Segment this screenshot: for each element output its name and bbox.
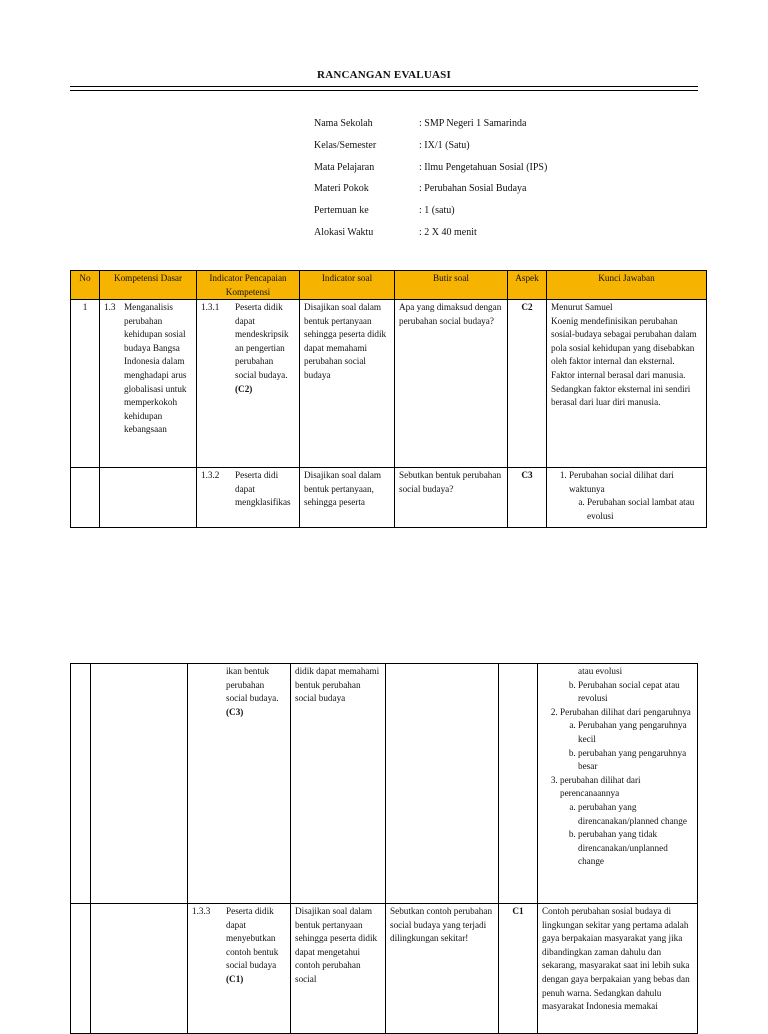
table-header-row — [71, 271, 707, 300]
kunci-jawaban-cell: Contoh perubahan sosial budaya di lingkungan sekitar yang pertama adalah gaya berpakaian masyarakat yang jika dibandingkan zaman dahulu dan sekarang, masyarakat saat ini lebih suka dengan gaya berpakaian yang bebas dan penuh warna. Sedangkan dahulu masyarakat Indonesia memakai — [538, 904, 698, 1034]
row-number — [71, 904, 91, 1034]
list-item: 1. Perubahan social dilihat dari waktunya a. Perubahan social lambat atau evolusi — [569, 469, 702, 523]
row-number — [71, 468, 100, 528]
info-value: : SMP Negeri 1 Samarinda — [419, 118, 527, 129]
kunci-jawaban-cell — [538, 664, 698, 904]
butir-soal-cell — [386, 664, 499, 904]
row-number: 1 — [71, 300, 100, 468]
info-value: : 1 (satu) — [419, 205, 455, 217]
title-rule-thin — [70, 90, 698, 91]
info-value: : 2 X 40 menit — [419, 226, 477, 238]
indicator-cell — [188, 904, 291, 1034]
list-item — [560, 665, 693, 706]
kompetensi-dasar-cell — [100, 300, 197, 468]
list-item: 2. Perubahan dilihat dari pengaruhnya a. Perubahan yang pengaruhnya kecil b. perubahan yang pengaruhnya besar — [560, 706, 693, 774]
butir-soal-cell: Apa yang dimaksud dengan perubahan social budaya? — [395, 300, 508, 468]
info-label: Alokasi Waktu — [314, 226, 374, 238]
indicator-level: (C3) — [226, 706, 244, 717]
header-aspek: Aspek — [508, 271, 547, 300]
page-2-table-area — [0, 662, 768, 1024]
kunci-jawaban-cell — [547, 468, 707, 528]
indicator-text: Peserta didik dapat mendeskripsik an pengertian perubahan social budaya. — [235, 302, 289, 380]
butir-soal-cell: Sebutkan bentuk perubahan social budaya? — [395, 468, 508, 528]
aspek-cell — [499, 664, 538, 904]
kompetensi-dasar-cell — [91, 904, 188, 1034]
indicator-text: ikan bentuk perubahan social budaya. — [226, 666, 279, 704]
header-indicator-pencapaian: Indicator Pencapaian Kompetensi — [197, 271, 300, 300]
kompetensi-dasar-cell — [91, 664, 188, 904]
page-title: RANCANGAN EVALUASI — [317, 69, 451, 81]
header-kunci-jawaban: Kunci Jawaban — [547, 271, 707, 300]
indicator-level: (C2) — [235, 383, 253, 394]
info-value: : IX/1 (Satu) — [419, 139, 470, 151]
header-kompetensi-dasar: Kompetensi Dasar — [100, 271, 197, 300]
evaluation-table — [70, 270, 707, 528]
list-item: b. Perubahan social cepat atau revolusi — [578, 679, 693, 706]
indicator-number: 1.3.3 — [192, 906, 211, 916]
info-value: : Perubahan Sosial Budaya — [419, 183, 527, 195]
list-item: a. perubahan yang direncanakan/planned change — [578, 801, 693, 828]
info-label: Materi Pokok — [314, 183, 369, 195]
list-item: atau evolusi — [578, 666, 623, 676]
info-label: Mata Pelajaran — [314, 161, 375, 173]
header-butir-soal: Butir soal — [395, 271, 508, 300]
butir-soal-cell: Sebutkan contoh perubahan social budaya yang terjadi dilingkungan sekitar! — [386, 904, 499, 1034]
indicator-soal-cell: didik dapat memahami bentuk perubahan social budaya — [291, 664, 386, 904]
kd-number: 1.3 — [104, 302, 116, 312]
kd-text: Menganalisis perubahan kehidupan sosial budaya Bangsa Indonesia dalam menghadapi arus globalisasi untuk memperkokoh kehidupan kebangsaan — [124, 302, 187, 435]
row-number — [71, 664, 91, 904]
indicator-cell — [197, 468, 300, 528]
indicator-cell — [188, 664, 291, 904]
aspek-cell: C1 — [499, 904, 538, 1034]
indicator-number: 1.3.1 — [201, 302, 220, 312]
indicator-soal-cell: Disajikan soal dalam bentuk pertanyaan, sehingga peserta — [300, 468, 395, 528]
indicator-text: Peserta didik dapat menyebutkan contoh bentuk social budaya — [226, 906, 279, 971]
header-indicator-soal: Indicator soal — [300, 271, 395, 300]
kompetensi-dasar-cell — [100, 468, 197, 528]
list-item: 3. perubahan dilihat dari perencanaannya a. perubahan yang direncanakan/planned change b. perubahan yang tidak direncanakan/unplanned change — [560, 774, 693, 869]
indicator-soal-cell: Disajikan soal dalam bentuk pertanyaan sehingga peserta didik dapat memahami perubahan social budaya — [300, 300, 395, 468]
list-item: b. perubahan yang pengaruhnya besar — [578, 747, 693, 774]
kunci-jawaban-cell: Menurut Samuel Koenig mendefinisikan perubahan sosial-budaya sebagai perubahan dalam pola sosial kehidupan yang disebabkan oleh faktor internal dan eksternal. Faktor internal berasal dari manusia. Sedangkan faktor eksternal ini sendiri berasal dari luar diri manusia. — [547, 300, 707, 468]
indicator-soal-cell: Disajikan soal dalam bentuk pertanyaan sehingga peserta didik dapat mengetahui contoh perubahan social — [291, 904, 386, 1034]
indicator-cell — [197, 300, 300, 468]
table-row — [71, 300, 707, 468]
aspek-cell: C3 — [508, 468, 547, 528]
table-row — [71, 664, 698, 904]
header-no: No — [71, 271, 100, 300]
info-label: Kelas/Semester — [314, 139, 377, 151]
evaluation-table-continued — [70, 663, 698, 1034]
table-row — [71, 904, 698, 1034]
indicator-level: (C1) — [226, 973, 244, 984]
list-item: a. Perubahan social lambat atau evolusi — [587, 496, 702, 523]
list-item: b. perubahan yang tidak direncanakan/unplanned change — [578, 828, 693, 869]
indicator-text: Peserta didi dapat mengklasifikas — [235, 470, 291, 508]
title-rule-thick — [70, 86, 698, 87]
indicator-number: 1.3.2 — [201, 470, 220, 480]
aspek-cell: C2 — [508, 300, 547, 468]
page-1-table-area — [0, 270, 768, 521]
list-item: a. Perubahan yang pengaruhnya kecil — [578, 719, 693, 746]
table-row — [71, 468, 707, 528]
info-label: Pertemuan ke — [314, 205, 369, 217]
info-label: Nama Sekolah — [314, 118, 373, 129]
info-value: : Ilmu Pengetahuan Sosial (IPS) — [419, 161, 548, 173]
